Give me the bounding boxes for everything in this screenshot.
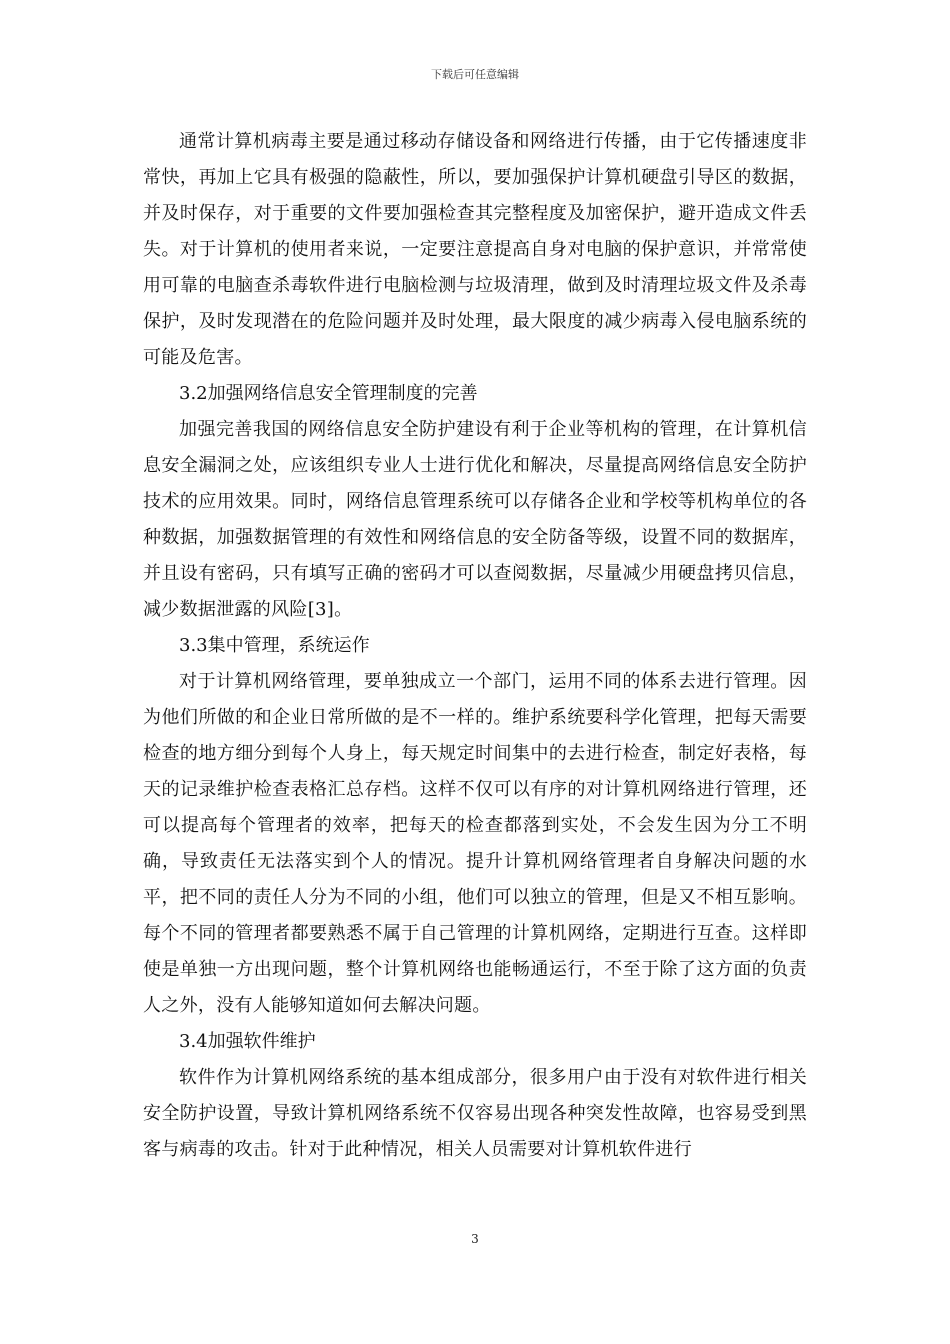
- paragraph: 通常计算机病毒主要是通过移动存储设备和网络进行传播，由于它传播速度非常快，再加上它具有极强的隐蔽性，所以，要加强保护计算机硬盘引导区的数据，并及时保存，对于重要的文件要加强检查其完整程度及加密保护，避开造成文件丢失。对于计算机的使用者来说，一定要注意提高自身对电脑的保护意识，并常常使用可靠的电脑查杀毒软件进行电脑检测与垃圾清理，做到及时清理垃圾文件及杀毒保护，及时发现潜在的危险问题并及时处理，最大限度的减少病毒入侵电脑系统的可能及危害。: [143, 131, 807, 368]
- section-heading: 3.2加强网络信息安全管理制度的完善: [179, 383, 478, 404]
- paragraph: 对于计算机网络管理，要单独成立一个部门，运用不同的体系去进行管理。因为他们所做的和企业日常所做的是不一样的。维护系统要科学化管理，把每天需要检查的地方细分到每个人身上，每天规定时间集中的去进行检查，制定好表格，每天的记录维护检查表格汇总存档。这样不仅可以有序的对计算机网络进行管理，还可以提高每个管理者的效率，把每天的检查都落到实处，不会发生因为分工不明确，导致责任无法落实到个人的情况。提升计算机网络管理者自身解决问题的水平，把不同的责任人分为不同的小组，他们可以独立的管理，但是又不相互影响。每个不同的管理者都要熟悉不属于自己管理的计算机网络，定期进行互查。这样即使是单独一方出现问题，整个计算机网络也能畅通运行，不至于除了这方面的负责人之外，没有人能够知道如何去解决问题。: [143, 671, 807, 1016]
- section-heading: 3.4加强软件维护: [179, 1031, 316, 1052]
- page-number: 3: [471, 1232, 479, 1246]
- section-heading: 3.3集中管理，系统运作: [179, 635, 370, 656]
- document-body: [143, 124, 807, 1168]
- paragraph: 加强完善我国的网络信息安全防护建设有利于企业等机构的管理，在计算机信息安全漏洞之处，应该组织专业人士进行优化和解决，尽量提高网络信息安全防护技术的应用效果。同时，网络信息管理系统可以存储各企业和学校等机构单位的各种数据，加强数据管理的有效性和网络信息的安全防备等级，设置不同的数据库，并且设有密码，只有填写正确的密码才可以查阅数据，尽量减少用硬盘拷贝信息，减少数据泄露的风险[3]。: [143, 419, 807, 620]
- paragraph: 软件作为计算机网络系统的基本组成部分，很多用户由于没有对软件进行相关安全防护设置，导致计算机网络系统不仅容易出现各种突发性故障，也容易受到黑客与病毒的攻击。针对于此种情况，相关人员需要对计算机软件进行: [143, 1067, 807, 1160]
- page-header: 下载后可任意编辑: [431, 68, 519, 81]
